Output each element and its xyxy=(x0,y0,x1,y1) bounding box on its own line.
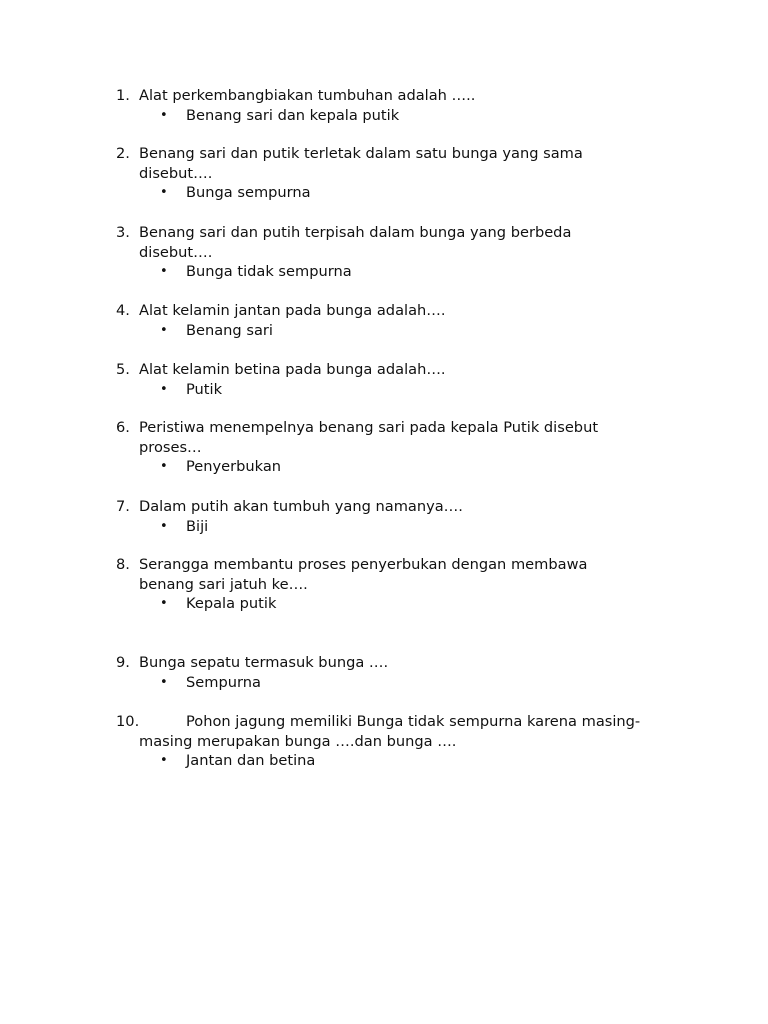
question-line xyxy=(0,555,768,575)
answer-text: Penyerbukan xyxy=(186,458,282,475)
bullet-icon: • xyxy=(160,753,168,768)
answer-line xyxy=(0,673,768,693)
answer-line xyxy=(0,183,768,203)
question-line xyxy=(0,497,768,517)
answer-text: Bunga tidak sempurna xyxy=(186,263,352,280)
question-line xyxy=(0,653,768,673)
answer-line xyxy=(0,751,768,771)
question-number: 2. xyxy=(116,145,130,162)
answer-line xyxy=(0,321,768,341)
question-number: 5. xyxy=(116,361,130,378)
bullet-icon: • xyxy=(160,322,168,338)
answer-text: Biji xyxy=(186,517,209,535)
question-text: Peristiwa menempelnya benang sari pada kepala Putik disebut xyxy=(139,419,599,436)
question-text: Benang sari dan putih terpisah dalam bunga yang berbeda xyxy=(139,224,572,241)
bullet-icon: • xyxy=(160,459,168,474)
question-line xyxy=(0,301,768,321)
question-line-continued xyxy=(0,438,768,458)
question-text: Bunga sepatu termasuk bunga …. xyxy=(139,654,389,671)
question-line xyxy=(0,360,768,380)
bullet-icon: • xyxy=(160,596,168,611)
answer-text: Kepala putik xyxy=(186,595,277,612)
question-line-continued xyxy=(0,243,768,263)
question-number: 8. xyxy=(116,556,130,573)
answer-line xyxy=(0,262,768,282)
answer-text: Jantan dan betina xyxy=(186,752,316,769)
question-text-continued: disebut…. xyxy=(139,164,213,182)
answer-line xyxy=(0,594,768,614)
question-text-continued: masing merupakan bunga ….dan bunga …. xyxy=(139,732,457,750)
bullet-icon: • xyxy=(160,674,168,690)
bullet-icon: • xyxy=(160,381,168,397)
question-text: Benang sari dan putik terletak dalam satu bunga yang sama xyxy=(139,145,583,162)
question-number: 7. xyxy=(116,498,130,515)
question-line-continued xyxy=(0,575,768,595)
question-number: 9. xyxy=(116,654,130,671)
answer-line xyxy=(0,106,768,126)
question-item-10 xyxy=(0,712,768,771)
question-text: Dalam putih akan tumbuh yang namanya…. xyxy=(139,498,463,515)
question-item-5 xyxy=(0,360,768,399)
answer-text: Sempurna xyxy=(186,673,261,691)
question-number: 1. xyxy=(116,87,130,104)
answer-text: Benang sari xyxy=(186,321,273,339)
question-text-continued: benang sari jatuh ke…. xyxy=(139,575,308,593)
question-item-3 xyxy=(0,223,768,282)
question-line-continued xyxy=(0,164,768,184)
answer-text: Bunga sempurna xyxy=(186,184,311,201)
question-item-4 xyxy=(0,301,768,340)
answer-line xyxy=(0,457,768,477)
question-item-9 xyxy=(0,653,768,692)
question-text: Serangga membantu proses penyerbukan dengan membawa xyxy=(139,556,588,573)
question-item-1 xyxy=(0,86,768,125)
question-item-7 xyxy=(0,497,768,536)
question-text-continued: proses… xyxy=(139,438,202,456)
bullet-icon: • xyxy=(160,185,168,200)
question-line-continued xyxy=(0,732,768,752)
question-line xyxy=(0,144,768,164)
question-item-2 xyxy=(0,144,768,203)
bullet-icon: • xyxy=(160,107,168,123)
question-item-6 xyxy=(0,418,768,477)
question-number: 3. xyxy=(116,224,130,241)
answer-text: Putik xyxy=(186,380,223,398)
question-line xyxy=(0,712,768,732)
question-number: 4. xyxy=(116,302,130,319)
answer-text: Benang sari dan kepala putik xyxy=(186,106,400,124)
question-number: 10. xyxy=(116,713,140,730)
question-text: Alat kelamin betina pada bunga adalah…. xyxy=(139,361,446,378)
question-line xyxy=(0,418,768,438)
answer-line xyxy=(0,517,768,537)
bullet-icon: • xyxy=(160,518,168,534)
bullet-icon: • xyxy=(160,264,168,279)
question-item-8 xyxy=(0,555,768,614)
answer-line xyxy=(0,380,768,400)
question-text-continued: disebut…. xyxy=(139,243,213,261)
question-number: 6. xyxy=(116,419,130,436)
question-text: Alat kelamin jantan pada bunga adalah…. xyxy=(139,302,446,319)
question-line xyxy=(0,223,768,243)
question-text: Pohon jagung memiliki Bunga tidak sempurna karena masing- xyxy=(186,713,641,730)
question-line xyxy=(0,86,768,106)
question-text: Alat perkembangbiakan tumbuhan adalah ….. xyxy=(139,87,476,104)
